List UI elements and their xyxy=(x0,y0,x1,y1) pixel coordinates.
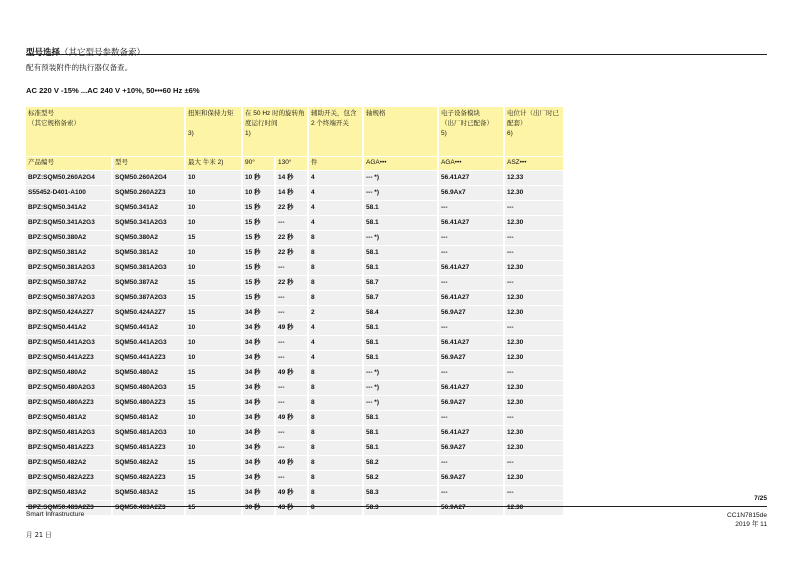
table-cell: 34 秒 xyxy=(243,471,274,485)
table-row xyxy=(26,261,563,275)
subheader-cell: 产品编号 xyxy=(26,157,111,170)
table-cell: 8 xyxy=(309,276,362,290)
table-cell: 56.41A27 xyxy=(439,426,503,440)
table-cell: 15 xyxy=(186,291,241,305)
table-cell: 8 xyxy=(309,456,362,470)
table-cell: SQM50.381A2G3 xyxy=(113,261,184,275)
table-cell: 8 xyxy=(309,291,362,305)
table-cell: --- *) xyxy=(364,381,437,395)
table-cell: 4 xyxy=(309,216,362,230)
table-cell: 58.4 xyxy=(364,306,437,320)
table-cell: --- xyxy=(505,246,563,260)
table-cell: 10 xyxy=(186,216,241,230)
table-cell: 4 xyxy=(309,336,362,350)
table-cell: 49 秒 xyxy=(276,456,307,470)
table-cell: --- xyxy=(276,396,307,410)
table-cell: BPZ:SQM50.387A2G3 xyxy=(26,291,111,305)
table-row xyxy=(26,291,563,305)
table-cell: --- xyxy=(276,351,307,365)
table-row xyxy=(26,246,563,260)
table-cell: SQM50.480A2Z3 xyxy=(113,396,184,410)
header-standard-model: 标准型号 （其它规格备索） xyxy=(26,107,184,156)
table-cell: BPZ:SQM50.481A2Z3 xyxy=(26,441,111,455)
table-row xyxy=(26,441,563,455)
table-cell: 58.7 xyxy=(364,276,437,290)
table-cell: 12.30 xyxy=(505,396,563,410)
table-cell: --- xyxy=(439,276,503,290)
subheader-cell: 90° xyxy=(243,157,274,170)
table-cell: SQM50.341A2G3 xyxy=(113,216,184,230)
table-cell: 34 秒 xyxy=(243,411,274,425)
table-cell: --- xyxy=(505,276,563,290)
table-cell: 49 秒 xyxy=(276,321,307,335)
table-cell: SQM50.480A2 xyxy=(113,366,184,380)
table-cell: --- xyxy=(439,456,503,470)
table-subheader-row xyxy=(26,157,563,170)
table-cell: 58.1 xyxy=(364,441,437,455)
table-cell: BPZ:SQM50.381A2G3 xyxy=(26,261,111,275)
table-cell: BPZ:SQM50.341A2G3 xyxy=(26,216,111,230)
table-cell: 8 xyxy=(309,246,362,260)
table-cell: 10 xyxy=(186,351,241,365)
document-code: CC1N7815de xyxy=(727,512,767,519)
table-cell: --- *) xyxy=(364,171,437,185)
table-cell: 49 秒 xyxy=(276,486,307,500)
subheader-cell: 最大 牛米 2) xyxy=(186,157,241,170)
table-row xyxy=(26,201,563,215)
table-cell: SQM50.441A2 xyxy=(113,321,184,335)
table-cell: SQM50.441A2Z3 xyxy=(113,351,184,365)
table-cell: 10 xyxy=(186,426,241,440)
document-date: 2019 年 11 xyxy=(735,521,767,528)
table-cell: 15 秒 xyxy=(243,246,274,260)
table-cell: 10 xyxy=(186,411,241,425)
table-row xyxy=(26,396,563,410)
table-cell: 34 秒 xyxy=(243,321,274,335)
table-cell: 12.30 xyxy=(505,426,563,440)
header-runtime: 在 50 Hz 时的旋转角度运行时间 1) xyxy=(243,107,307,156)
table-cell: 34 秒 xyxy=(243,336,274,350)
table-cell: BPZ:SQM50.441A2G3 xyxy=(26,336,111,350)
company-name: Smart Infrastructure xyxy=(26,511,85,518)
table-cell: --- *) xyxy=(364,186,437,200)
table-cell: 58.1 xyxy=(364,246,437,260)
table-cell: 58.1 xyxy=(364,426,437,440)
table-cell: 58.1 xyxy=(364,201,437,215)
table-cell: BPZ:SQM50.341A2 xyxy=(26,201,111,215)
table-cell: 10 xyxy=(186,321,241,335)
table-cell: BPZ:SQM50.381A2 xyxy=(26,246,111,260)
table-cell: --- xyxy=(439,201,503,215)
table-cell: BPZ:SQM50.483A2 xyxy=(26,486,111,500)
table-cell: 56.9A27 xyxy=(439,441,503,455)
table-cell: 49 秒 xyxy=(276,366,307,380)
table-cell: 15 xyxy=(186,396,241,410)
table-cell: 56.9A27 xyxy=(439,471,503,485)
table-cell: 58.3 xyxy=(364,501,437,515)
table-cell: 49 秒 xyxy=(276,411,307,425)
table-cell: 8 xyxy=(309,471,362,485)
table-cell: 8 xyxy=(309,486,362,500)
table-cell: 22 秒 xyxy=(276,276,307,290)
table-cell: 34 秒 xyxy=(243,396,274,410)
table-cell: 4 xyxy=(309,186,362,200)
table-cell: BPZ:SQM50.480A2 xyxy=(26,366,111,380)
table-cell: 56.9A27 xyxy=(439,396,503,410)
table-cell: 12.30 xyxy=(505,186,563,200)
table-cell: --- xyxy=(439,246,503,260)
table-cell: 34 秒 xyxy=(243,426,274,440)
table-cell: 12.30 xyxy=(505,441,563,455)
table-cell: --- xyxy=(439,486,503,500)
table-cell: 22 秒 xyxy=(276,246,307,260)
table-row xyxy=(26,411,563,425)
table-cell: 10 xyxy=(186,336,241,350)
table-cell: 15 xyxy=(186,366,241,380)
table-cell: BPZ:SQM50.441A2 xyxy=(26,321,111,335)
table-row xyxy=(26,171,563,185)
table-row xyxy=(26,501,563,515)
table-cell: --- *) xyxy=(364,231,437,245)
table-cell: 8 xyxy=(309,441,362,455)
table-cell: --- xyxy=(276,306,307,320)
voltage-heading: AC 220 V -15% ...AC 240 V +10%, 50•••60 Hz ±6% xyxy=(26,86,200,95)
table-row xyxy=(26,381,563,395)
table-cell: 56.9Ax7 xyxy=(439,186,503,200)
table-cell: BPZ:SQM50.387A2 xyxy=(26,276,111,290)
table-cell: --- xyxy=(276,261,307,275)
table-cell: 12.30 xyxy=(505,381,563,395)
table-cell: 15 秒 xyxy=(243,276,274,290)
table-row xyxy=(26,456,563,470)
table-cell: 12.30 xyxy=(505,261,563,275)
table-cell: 15 秒 xyxy=(243,201,274,215)
table-cell: BPZ:SQM50.481A2G3 xyxy=(26,426,111,440)
table-cell: 12.30 xyxy=(505,216,563,230)
header-electronics: 电子设备模块 （出厂时已配备） 5) xyxy=(439,107,503,156)
page-header xyxy=(26,40,767,58)
table-cell: --- xyxy=(276,336,307,350)
subheader-cell: 130° xyxy=(276,157,307,170)
table-cell: BPZ:SQM50.480A2Z3 xyxy=(26,396,111,410)
table-cell: 56.41A27 xyxy=(439,291,503,305)
table-row xyxy=(26,276,563,290)
table-cell: --- xyxy=(439,231,503,245)
table-cell: 34 秒 xyxy=(243,381,274,395)
table-cell: 56.41A27 xyxy=(439,261,503,275)
table-cell: 34 秒 xyxy=(243,306,274,320)
table-cell: 58.1 xyxy=(364,351,437,365)
table-cell: 15 xyxy=(186,471,241,485)
table-cell: 10 xyxy=(186,261,241,275)
table-row xyxy=(26,216,563,230)
table-cell: 22 秒 xyxy=(276,201,307,215)
table-cell: 15 xyxy=(186,501,241,515)
table-cell: 10 xyxy=(186,246,241,260)
table-row xyxy=(26,366,563,380)
model-selection-table xyxy=(24,106,565,516)
header-potentiometer: 电位计（出厂时已配套） 6) xyxy=(505,107,563,156)
table-cell: 15 xyxy=(186,486,241,500)
document-info xyxy=(727,511,767,529)
table-cell: 58.7 xyxy=(364,291,437,305)
table-cell: BPZ:SQM50.480A2G3 xyxy=(26,381,111,395)
table-cell: 8 xyxy=(309,501,362,515)
table-row xyxy=(26,231,563,245)
table-cell: SQM50.441A2G3 xyxy=(113,336,184,350)
table-row xyxy=(26,186,563,200)
table-cell: 8 xyxy=(309,261,362,275)
table-cell: SQM50.483A2 xyxy=(113,486,184,500)
table-row xyxy=(26,306,563,320)
table-cell: --- xyxy=(276,441,307,455)
table-cell: --- xyxy=(276,381,307,395)
table-cell: 56.41A27 xyxy=(439,336,503,350)
table-cell: BPZ:SQM50.481A2 xyxy=(26,411,111,425)
table-cell: --- xyxy=(276,471,307,485)
table-cell: 58.1 xyxy=(364,261,437,275)
header-aux-switch: 辅助开关，包含 2 个终端开关 xyxy=(309,107,362,156)
table-cell: --- *) xyxy=(364,396,437,410)
subtitle-note: 配有预装附件的执行器仅备查。 xyxy=(26,63,133,72)
table-cell: 10 xyxy=(186,441,241,455)
page-number: 7/25 xyxy=(754,495,767,502)
table-cell: --- xyxy=(276,216,307,230)
table-cell: 34 秒 xyxy=(243,456,274,470)
subheader-cell: AGA••• xyxy=(439,157,503,170)
table-cell: 58.1 xyxy=(364,216,437,230)
table-cell: --- xyxy=(505,486,563,500)
table-cell: BPZ:SQM50.483A2Z3 xyxy=(26,501,111,515)
table-cell: --- *) xyxy=(364,366,437,380)
table-cell: 15 xyxy=(186,456,241,470)
table-row xyxy=(26,471,563,485)
table-cell: 43 秒 xyxy=(276,501,307,515)
table-cell: 8 xyxy=(309,396,362,410)
table-cell: SQM50.424A2Z7 xyxy=(113,306,184,320)
table-cell: SQM50.480A2G3 xyxy=(113,381,184,395)
table-cell: BPZ:SQM50.441A2Z3 xyxy=(26,351,111,365)
table-cell: 56.9A27 xyxy=(439,501,503,515)
table-cell: 14 秒 xyxy=(276,171,307,185)
subheader-cell: ASZ••• xyxy=(505,157,563,170)
table-cell: 15 xyxy=(186,306,241,320)
table-cell: 56.41A27 xyxy=(439,216,503,230)
table-cell: 12.30 xyxy=(505,471,563,485)
table-cell: 58.1 xyxy=(364,321,437,335)
table-cell: 56.9A27 xyxy=(439,351,503,365)
table-cell: SQM50.341A2 xyxy=(113,201,184,215)
table-cell: SQM50.387A2 xyxy=(113,276,184,290)
table-cell: 58.2 xyxy=(364,456,437,470)
table-cell: 12.30 xyxy=(505,501,563,515)
subheader-cell: 件 xyxy=(309,157,362,170)
table-cell: 12.30 xyxy=(505,291,563,305)
table-row xyxy=(26,486,563,500)
table-row xyxy=(26,336,563,350)
table-cell: SQM50.483A2Z3 xyxy=(113,501,184,515)
table-cell: 12.30 xyxy=(505,351,563,365)
header-shaft: 轴规格 xyxy=(364,107,437,156)
table-cell: 10 xyxy=(186,171,241,185)
table-cell: 12.30 xyxy=(505,306,563,320)
table-cell: SQM50.481A2Z3 xyxy=(113,441,184,455)
table-cell: 56.41A27 xyxy=(439,171,503,185)
table-cell: --- xyxy=(505,201,563,215)
table-cell: 8 xyxy=(309,381,362,395)
table-cell: --- xyxy=(439,321,503,335)
table-cell: 58.1 xyxy=(364,336,437,350)
table-cell: --- xyxy=(276,291,307,305)
table-cell: 15 秒 xyxy=(243,261,274,275)
table-body xyxy=(26,171,563,515)
table-cell: SQM50.481A2 xyxy=(113,411,184,425)
table-cell: 8 xyxy=(309,231,362,245)
table-cell: 58.2 xyxy=(364,471,437,485)
table-cell: 15 秒 xyxy=(243,231,274,245)
table-cell: 30 秒 xyxy=(243,501,274,515)
table-cell: SQM50.387A2G3 xyxy=(113,291,184,305)
table-cell: 15 xyxy=(186,381,241,395)
table-cell: 12.30 xyxy=(505,336,563,350)
table-cell: 10 xyxy=(186,186,241,200)
table-cell: SQM50.482A2 xyxy=(113,456,184,470)
table-cell: BPZ:SQM50.482A2 xyxy=(26,456,111,470)
table-cell: 56.9A27 xyxy=(439,306,503,320)
table-row xyxy=(26,321,563,335)
table-cell: BPZ:SQM50.380A2 xyxy=(26,231,111,245)
table-cell: --- xyxy=(505,231,563,245)
table-cell: 34 秒 xyxy=(243,441,274,455)
footer-divider xyxy=(26,506,767,507)
header-torque: 扭矩和保持力矩 3) xyxy=(186,107,241,156)
table-cell: 4 xyxy=(309,321,362,335)
table-cell: 56.41A27 xyxy=(439,381,503,395)
table-cell: BPZ:SQM50.482A2Z3 xyxy=(26,471,111,485)
table-cell: 10 秒 xyxy=(243,186,274,200)
table-cell: 8 xyxy=(309,426,362,440)
table-cell: --- xyxy=(439,366,503,380)
table-cell: SQM50.481A2G3 xyxy=(113,426,184,440)
section-title: 型号选择 xyxy=(26,48,61,58)
table-cell: --- xyxy=(439,411,503,425)
table-cell: 2 xyxy=(309,306,362,320)
table-cell: SQM50.260A2G4 xyxy=(113,171,184,185)
section-title-note: （其它型号参数备索） xyxy=(60,48,146,58)
table-cell: 8 xyxy=(309,411,362,425)
table-cell: SQM50.380A2 xyxy=(113,231,184,245)
table-cell: 22 秒 xyxy=(276,231,307,245)
table-cell: 4 xyxy=(309,171,362,185)
table-cell: S55452-D401-A100 xyxy=(26,186,111,200)
table-row xyxy=(26,351,563,365)
table-cell: 15 xyxy=(186,276,241,290)
table-cell: 15 秒 xyxy=(243,291,274,305)
date-continuation: 月 21 日 xyxy=(26,531,52,539)
table-cell: 8 xyxy=(309,366,362,380)
table-header-row xyxy=(26,107,563,156)
table-cell: 4 xyxy=(309,201,362,215)
table-cell: 58.3 xyxy=(364,486,437,500)
table-cell: --- xyxy=(276,426,307,440)
table-cell: 34 秒 xyxy=(243,351,274,365)
table-cell: 14 秒 xyxy=(276,186,307,200)
table-row xyxy=(26,426,563,440)
table-cell: 34 秒 xyxy=(243,486,274,500)
table-cell: 58.1 xyxy=(364,411,437,425)
table-cell: --- xyxy=(505,456,563,470)
table-cell: --- xyxy=(505,411,563,425)
table-cell: 15 xyxy=(186,231,241,245)
table-cell: SQM50.260A2Z3 xyxy=(113,186,184,200)
table-cell: --- xyxy=(505,321,563,335)
table-cell: SQM50.381A2 xyxy=(113,246,184,260)
table-cell: BPZ:SQM50.260A2G4 xyxy=(26,171,111,185)
table-cell: BPZ:SQM50.424A2Z7 xyxy=(26,306,111,320)
table-cell: 15 秒 xyxy=(243,216,274,230)
table-cell: 10 xyxy=(186,201,241,215)
subheader-cell: 型号 xyxy=(113,157,184,170)
table-cell: 10 秒 xyxy=(243,171,274,185)
subheader-cell: AGA••• xyxy=(364,157,437,170)
table-cell: --- xyxy=(505,366,563,380)
table-cell: 4 xyxy=(309,351,362,365)
table-cell: 12.33 xyxy=(505,171,563,185)
table-cell: 34 秒 xyxy=(243,366,274,380)
table-cell: SQM50.482A2Z3 xyxy=(113,471,184,485)
